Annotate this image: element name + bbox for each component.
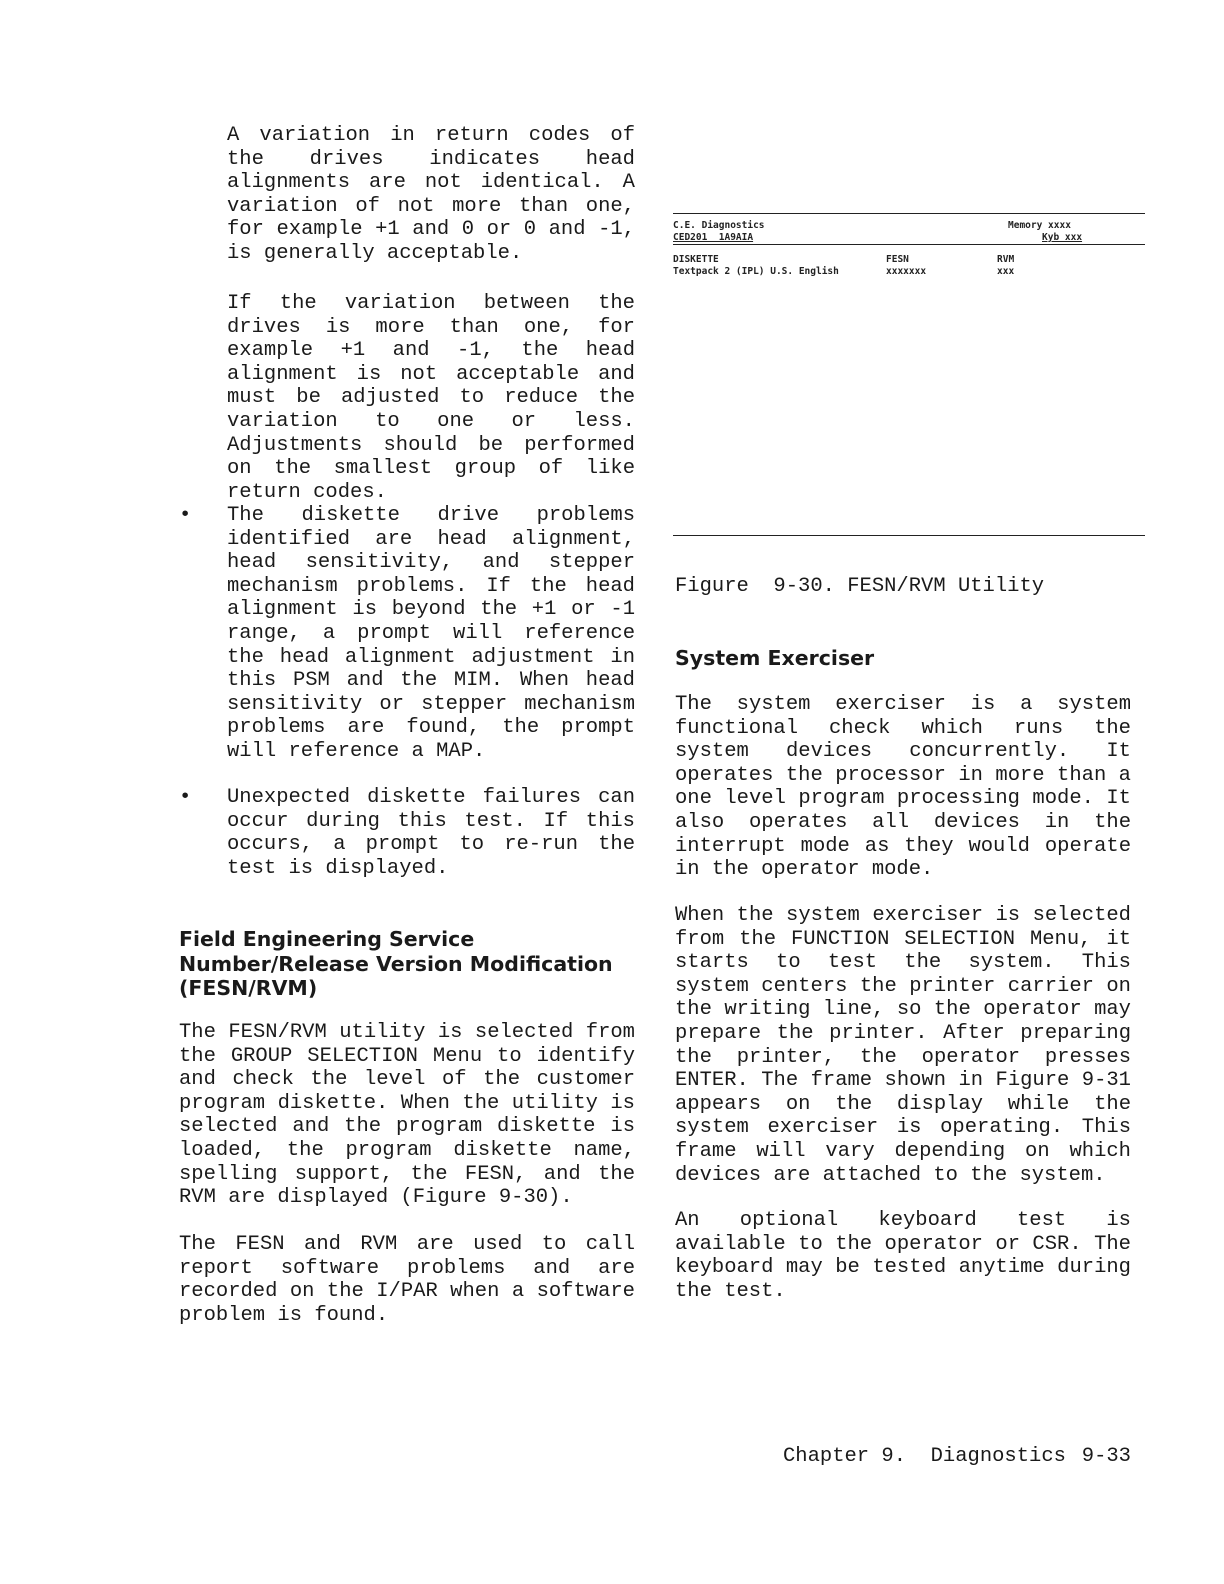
screen-id: CED201 1A9AIA <box>673 232 754 243</box>
screen-diskette-header: DISKETTE <box>673 254 719 265</box>
screen-title: C.E. Diagnostics <box>673 220 765 231</box>
bullet-text-drive-problems: The diskette drive problems identified are head alignment, head sensitivity, and stepper mechanism problems. If the head alignment is beyond the +1 or -1 range, a prompt will reference the head alignment adjustment in this PSM and the MIM. When head sensitivity or stepper mechanism problems are found, the prompt will reference a MAP. <box>227 504 635 763</box>
bullet-item <box>179 504 635 764</box>
screen-rvm-header: RVM <box>997 254 1015 265</box>
bullet-dot: • <box>179 786 192 809</box>
screen-top-rule <box>673 213 1145 214</box>
page-footer <box>783 1445 1131 1469</box>
screen-diskette-value: Textpack 2 (IPL) U.S. English <box>673 266 839 277</box>
screen-bottom-rule <box>673 535 1145 536</box>
section-heading-fesn-rvm <box>179 927 635 1001</box>
paragraph-exerciser-selection: When the system exerciser is selected from the FUNCTION SELECTION Menu, it starts to test the system. This system centers the printer carrier on the writing line, so the operator may prepare the printer. After preparing the printer, the operator presses ENTER. The frame shown in Figure 9-31 appears on the display while the system exerciser is operating. This frame will vary depending on which devices are attached to the system. <box>675 904 1131 1187</box>
footer-page-number: 9-33 <box>1081 1445 1131 1468</box>
screen-rule <box>673 244 1145 245</box>
paragraph-return-code-variation: A variation in return codes of the drives indicates head alignments are not identical. A variation of not more than one, for example +1 and 0 or 0 and -1, is generally acceptable. <box>227 124 635 265</box>
screen-rvm-value: xxx <box>997 266 1015 277</box>
section-heading-system-exerciser: System Exerciser <box>675 646 875 670</box>
figure-screen-fesn-rvm <box>673 213 1145 538</box>
paragraph-fesn-rvm-usage: The FESN and RVM are used to call report software problems and are recorded on the I/PAR when a software problem is found. <box>179 1233 635 1327</box>
paragraph-system-exerciser: The system exerciser is a system functional check which runs the system devices concurrently. It operates the processor in more than a one level program processing mode. It also operates all devices in the interrupt mode as they would operate in the operator mode. <box>675 693 1131 882</box>
bullet-item <box>179 786 635 880</box>
paragraph-keyboard-test: An optional keyboard test is available to the operator or CSR. The keyboard may be tested anytime during the test. <box>675 1209 1131 1303</box>
screen-fesn-header: FESN <box>886 254 909 265</box>
heading-line: (FESN/RVM) <box>179 976 318 1000</box>
screen-memory: Memory xxxx <box>1008 220 1071 231</box>
screen-keyboard: Kyb xxx <box>1042 232 1083 243</box>
heading-line: Number/Release Version Modification <box>179 951 613 976</box>
bullet-dot: • <box>179 504 192 527</box>
heading-line: Field Engineering Service <box>179 927 475 951</box>
screen-fesn-value: xxxxxxx <box>886 266 927 277</box>
paragraph-variation-more-than-one: If the variation between the drives is more than one, for example +1 and -1, the head alignment is not acceptable and must be adjusted to reduce the variation to one or less. Adjustments should be performed on the smallest group of like return codes. <box>227 292 635 504</box>
footer-chapter: Chapter 9. Diagnostics <box>783 1445 1066 1468</box>
paragraph-fesn-rvm-utility: The FESN/RVM utility is selected from the GROUP SELECTION Menu to identify and check the level of the customer program diskette. When the utility is selected and the program diskette is loaded, the program diskette name, spelling support, the FESN, and the RVM are displayed (Figure 9-30). <box>179 1021 635 1210</box>
figure-caption: Figure 9-30. FESN/RVM Utility <box>675 575 1045 598</box>
bullet-text-unexpected-failures: Unexpected diskette failures can occur during this test. If this occurs, a prompt to re-run the test is displayed. <box>227 786 635 880</box>
